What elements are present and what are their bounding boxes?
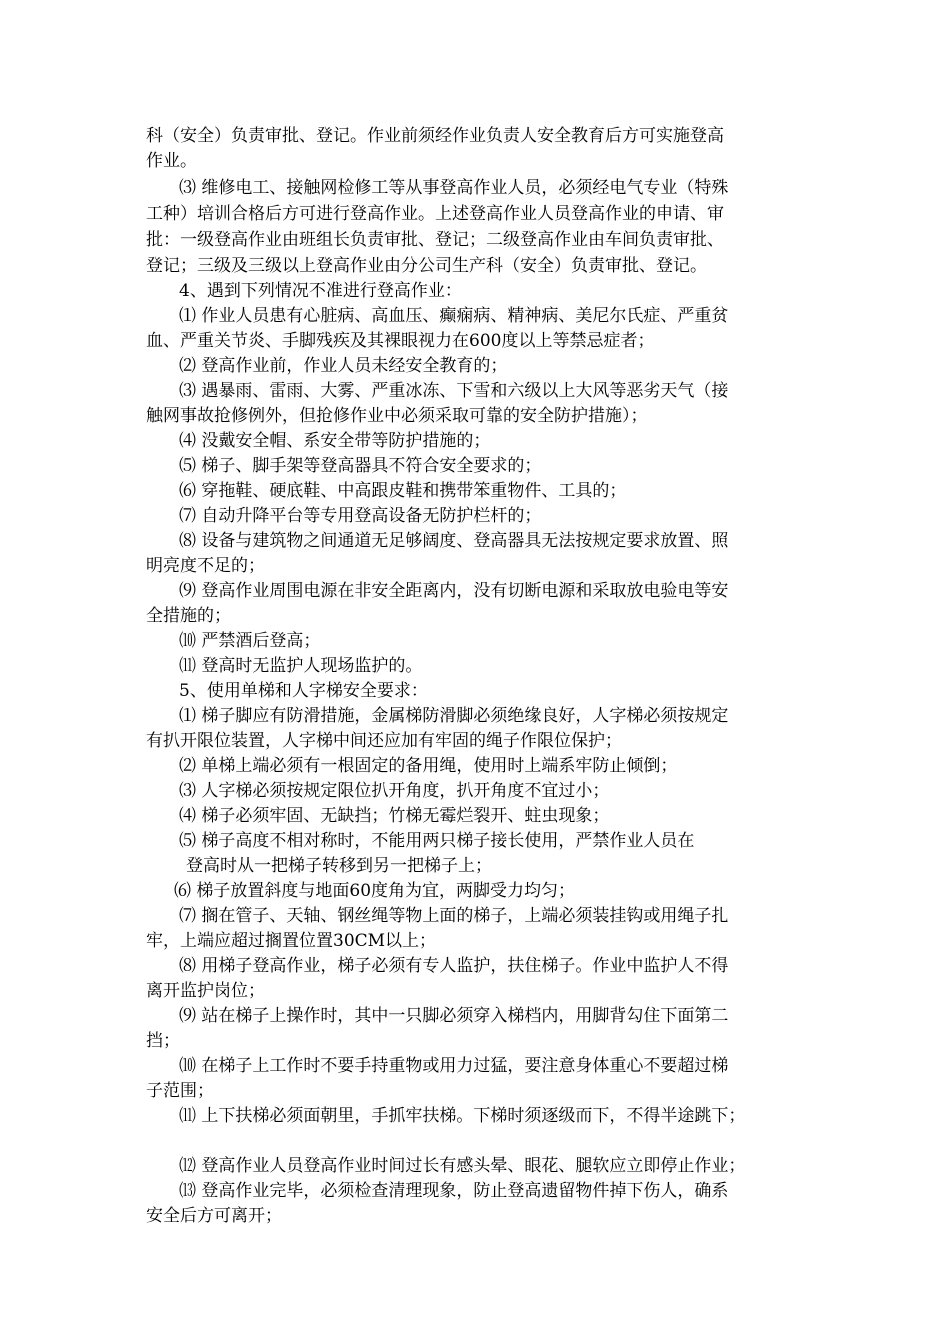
text-line: ⑼ 登高作业周围电源在非安全距离内，没有切断电源和采取放电验电等安: [179, 581, 729, 601]
text-line: ⑴ 梯子脚应有防滑措施，金属梯防滑脚必须绝缘良好，人字梯必须按规定: [179, 706, 729, 726]
text-line: 子范围；: [146, 1081, 214, 1101]
text-line: ⒀ 登高作业完毕，必须检查清理现象，防止登高遗留物件掉下伤人，确系: [179, 1181, 729, 1201]
text-line: ⑴ 作业人员患有心脏病、高血压、癫痫病、精神病、美尼尔氏症、严重贫: [179, 306, 729, 326]
text-line: 离开监护岗位；: [146, 981, 265, 1001]
section-heading: 5、使用单梯和人字梯安全要求：: [179, 681, 428, 701]
text-line: ⑺ 搁在管子、天轴、钢丝绳等物上面的梯子，上端必须装挂钩或用绳子扎: [179, 906, 729, 926]
text-line: ⑷ 没戴安全帽、系安全带等防护措施的；: [179, 431, 491, 451]
text-line: ⑾ 上下扶梯必须面朝里，手抓牢扶梯。下梯时须逐级而下，不得半途跳下；: [179, 1106, 746, 1126]
text-line: 牢，上端应超过搁置位置30CM以上；: [146, 931, 437, 951]
text-line: 有扒开限位装置，人字梯中间还应加有牢固的绳子作限位保护；: [146, 731, 622, 751]
text-line: ⑵ 登高作业前，作业人员未经安全教育的；: [179, 356, 508, 376]
text-line: 工种）培训合格后方可进行登高作业。上述登高作业人员登高作业的申请、审: [146, 204, 724, 224]
text-line: ⑿ 登高作业人员登高作业时间过长有感头晕、眼花、腿软应立即停止作业；: [179, 1156, 746, 1176]
text-line: ⑻ 用梯子登高作业，梯子必须有专人监护，扶住梯子。作业中监护人不得: [179, 956, 729, 976]
text-line: 触网事故抢修例外，但抢修作业中必须采取可靠的安全防护措施）；: [146, 406, 648, 426]
text-line: 明亮度不足的；: [146, 556, 265, 576]
text-line: 血、严重关节炎、手脚残疾及其裸眼视力在600度以上等禁忌症者；: [146, 331, 655, 351]
text-line: ⑶ 遇暴雨、雷雨、大雾、严重冰冻、下雪和六级以上大风等恶劣天气（接: [179, 381, 729, 401]
text-line: ⑷ 梯子必须牢固、无缺挡；竹梯无霉烂裂开、蛀虫现象；: [179, 806, 610, 826]
text-line: ⑾ 登高时无监护人现场监护的。: [179, 656, 423, 676]
text-line: ⑹ 梯子放置斜度与地面60度角为宜，两脚受力均匀；: [174, 881, 576, 901]
text-line: 全措施的；: [146, 606, 231, 626]
text-line: ⑽ 在梯子上工作时不要手持重物或用力过猛，要注意身体重心不要超过梯: [179, 1056, 729, 1076]
text-line: 挡；: [146, 1031, 180, 1051]
text-line: ⑽ 严禁酒后登高；: [179, 631, 321, 651]
text-line: ⑵ 单梯上端必须有一根固定的备用绳，使用时上端系牢防止倾倒；: [179, 756, 678, 776]
section-heading: 4、遇到下列情况不准进行登高作业：: [179, 281, 462, 301]
text-line: ⑸ 梯子、脚手架等登高器具不符合安全要求的；: [179, 456, 542, 476]
text-line: ⑼ 站在梯子上操作时，其中一只脚必须穿入梯档内，用脚背勾住下面第二: [179, 1006, 729, 1026]
text-line: 登记；三级及三级以上登高作业由分公司生产科（安全）负责审批、登记。: [146, 256, 707, 276]
text-line: ⑻ 设备与建筑物之间通道无足够阔度、登高器具无法按规定要求放置、照: [179, 531, 729, 551]
text-line: 批：一级登高作业由班组长负责审批、登记；二级登高作业由车间负责审批、: [146, 230, 724, 250]
text-line: ⑹ 穿拖鞋、硬底鞋、中高跟皮鞋和携带笨重物件、工具的；: [179, 481, 627, 501]
text-line: 作业。: [146, 151, 197, 171]
text-line: ⑶ 人字梯必须按规定限位扒开角度，扒开角度不宜过小；: [179, 781, 610, 801]
text-line: ⑺ 自动升降平台等专用登高设备无防护栏杆的；: [179, 506, 542, 526]
text-line: ⑸ 梯子高度不相对称时，不能用两只梯子接长使用，严禁作业人员在: [179, 831, 695, 851]
text-line: ⑶ 维修电工、接触网检修工等从事登高作业人员，必须经电气专业（特殊: [179, 178, 729, 198]
text-line: 安全后方可离开；: [146, 1206, 282, 1226]
text-line: 科（安全）负责审批、登记。作业前须经作业负责人安全教育后方可实施登高: [146, 126, 724, 146]
text-line: 登高时从一把梯子转移到另一把梯子上；: [186, 856, 492, 876]
